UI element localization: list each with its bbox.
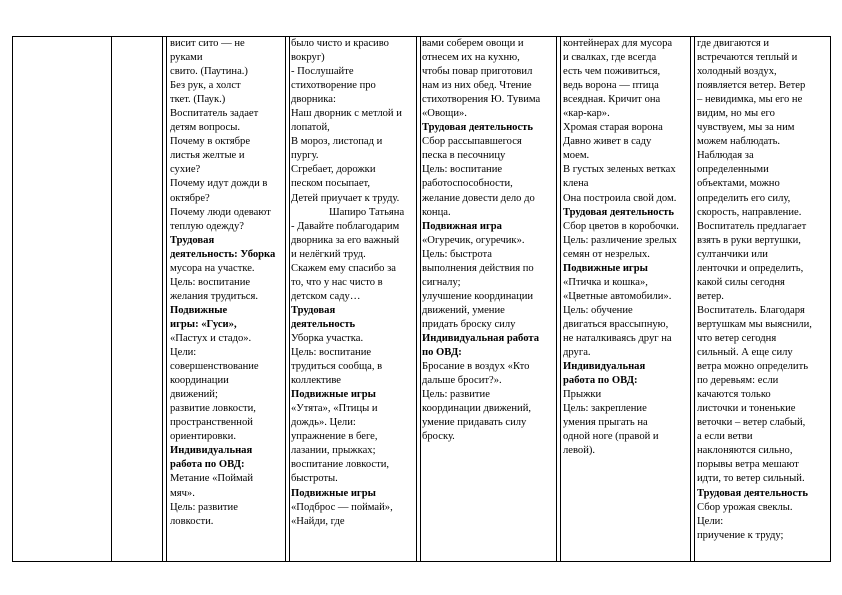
text-line: Цель: различение зрелых (563, 234, 677, 246)
text-line: Она построила свой дом. (563, 192, 677, 204)
text-line: веточки – ветер слабый, (697, 417, 806, 429)
text-line: Подвижные игры (563, 262, 648, 274)
text-line: Цели: (697, 515, 724, 527)
table-bottom-border (12, 561, 830, 562)
text-line: Индивидуальная (563, 361, 646, 373)
text-line: ветер. (697, 290, 724, 302)
text-line: ленточки и определить, (697, 262, 804, 274)
text-line: дождь». Цели: (291, 417, 356, 429)
text-line: холодный воздух, (697, 66, 777, 78)
text-line: воспитание ловкости, (291, 459, 390, 471)
text-line: друга. (563, 347, 591, 359)
text-line: Почему в октябре (170, 136, 251, 148)
text-line: лазании, прыжках; (291, 445, 376, 457)
text-line: лопатой, (291, 122, 330, 134)
text-line: умение придавать силу (422, 417, 527, 429)
text-line: Без рук, а холст (170, 80, 241, 92)
text-line: ловкости. (170, 515, 214, 527)
text-line: работа по ОВД: (170, 459, 245, 471)
text-line: листочки и тоненькие (697, 403, 796, 415)
text-line: работа по ОВД: (563, 375, 638, 387)
text-line: Индивидуальная (170, 445, 253, 457)
text-line: контейнерах для мусора (563, 38, 673, 49)
text-line: чувствуем, мы за ним (697, 122, 795, 134)
text-line: сухие? (170, 164, 201, 176)
text-line: качаются только (697, 389, 771, 401)
text-line: Наш дворник с метлой и (291, 108, 402, 120)
text-line: Уборка участка. (291, 332, 364, 344)
text-line: желание довести дело до (422, 192, 535, 204)
text-line: вами соберем овощи и (422, 38, 524, 49)
text-line: появляется ветер. Ветер (697, 80, 806, 92)
text-line: ориентировки. (170, 431, 236, 443)
text-line: совершенствование (170, 361, 259, 373)
text-line: упражнение в беге, (291, 431, 378, 443)
text-line: коллективе (291, 375, 341, 387)
text-line: листья желтые и (170, 150, 245, 162)
text-line: что ветер сегодня (697, 332, 777, 344)
text-line: семян от незрелых. (563, 248, 650, 260)
text-line: всеядная. Кричит она (563, 94, 661, 106)
column-divider (830, 36, 831, 562)
text-line: и нелёгкий труд. (291, 248, 366, 260)
text-line: стихотворения Ю. Тувима (422, 94, 541, 106)
text-line: детском саду… (291, 290, 361, 302)
table-cell-col-4 (291, 37, 415, 529)
text-line: Давно живет в саду (563, 136, 652, 148)
text-line: выполнения действия по (422, 262, 534, 274)
column-divider (162, 36, 167, 562)
table-cell-col-5 (422, 37, 555, 444)
text-line: приучение к труду; (697, 529, 784, 541)
text-line: то, что у нас чисто в (291, 276, 383, 288)
text-line: встречаются теплый и (697, 52, 798, 64)
text-line: висит сито — не (170, 38, 245, 49)
text-line: ведь ворона — птица (563, 80, 659, 92)
column-divider (690, 36, 695, 562)
text-line: Трудовая деятельность (422, 122, 533, 134)
text-line: Трудовая деятельность (563, 206, 674, 218)
text-line: Трудовая деятельность (697, 487, 808, 499)
text-line: «Найди, где (291, 515, 345, 527)
text-line: Цель: воспитание (170, 276, 251, 288)
text-line: можем наблюдать. (697, 136, 781, 148)
text-line: Подвижная игра (422, 220, 502, 232)
text-line: вокруг) (291, 52, 325, 64)
text-line: Сбор урожая свеклы. (697, 501, 793, 513)
text-line: Воспитатель. Благодаря (697, 304, 805, 316)
text-line: Воспитатель предлагает (697, 220, 807, 232)
text-line: - Давайте поблагодарим (291, 220, 400, 232)
text-line: Почему люди одевают (170, 206, 271, 218)
text-line: песком посыпает, (291, 178, 370, 190)
text-line: и свалках, где всегда (563, 52, 657, 64)
text-line: Сбор рассыпавшегося (422, 136, 522, 148)
text-line: «Подброс — поймай», (291, 501, 393, 513)
text-line: Наблюдая за (697, 150, 754, 162)
text-line: идти, то ветер сильный. (697, 473, 805, 485)
text-line: свито. (Паутина.) (170, 66, 248, 78)
text-line: дальше бросит?». (422, 375, 502, 387)
text-line: развитие ловкости, (170, 403, 256, 415)
column-divider (111, 36, 112, 562)
text-line: было чисто и красиво (291, 38, 389, 49)
text-line: отнесем их на кухню, (422, 52, 520, 64)
text-line: Цель: воспитание (291, 347, 372, 359)
text-line: В густых зеленых ветках (563, 164, 676, 176)
text-line: Цель: обучение (563, 304, 633, 316)
text-line: «кар-кар». (563, 108, 610, 120)
text-line: октябре? (170, 192, 210, 204)
text-line: песка в песочницу (422, 150, 506, 162)
text-line: Сбор цветов в коробочки. (563, 220, 679, 232)
text-line: Цель: развитие (170, 501, 238, 513)
text-line: движений; (170, 389, 218, 401)
text-line: двигаться врассыпную, (563, 318, 669, 330)
text-line: деятельность (291, 318, 356, 330)
table-cell-col-7 (697, 37, 830, 543)
text-line: Шапиро Татьяна (329, 206, 405, 218)
text-line: сигналу; (422, 276, 461, 288)
column-divider (285, 36, 290, 562)
text-line: одной ноге (правой и (563, 431, 659, 443)
text-line: ветра можно определить (697, 361, 809, 373)
column-divider (416, 36, 421, 562)
text-line: Скажем ему спасибо за (291, 262, 397, 274)
text-line: Индивидуальная работа (422, 332, 539, 344)
text-line: есть чем поживиться, (563, 66, 661, 78)
column-divider (12, 36, 13, 562)
text-line: трудиться сообща, в (291, 361, 383, 373)
text-line: Детей приучает к труду. (291, 192, 400, 204)
text-line: детям вопросы. (170, 122, 241, 134)
text-line: клена (563, 178, 589, 190)
text-line: теплую одежду? (170, 220, 244, 232)
text-line: «Овощи». (422, 108, 467, 120)
text-line: дворника: (291, 94, 336, 106)
text-line: Подвижные (170, 304, 228, 316)
text-line: «Пастух и стадо». (170, 332, 252, 344)
text-line: не наталкиваясь друг на (563, 332, 672, 344)
text-line: Хромая старая ворона (563, 122, 663, 134)
text-line: - Послушайте (291, 66, 354, 78)
text-line: наклоняются сильно, (697, 445, 793, 457)
text-line: скорость, направление. (697, 206, 802, 218)
text-line: координации движений, (422, 403, 532, 415)
text-line: султанчики или (697, 248, 768, 260)
text-line: «Птичка и кошка», (563, 276, 648, 288)
text-line: объектами, можно (697, 178, 780, 190)
text-line: порывы ветра мешают (697, 459, 799, 471)
text-line: Метание «Поймай (170, 473, 254, 485)
text-line: движений, умение (422, 304, 505, 316)
text-line: дворника за его важный (291, 234, 400, 246)
text-line: В мороз, листопад и (291, 136, 383, 148)
text-line: левой). (563, 445, 596, 457)
text-line: мусора на участке. (170, 262, 255, 274)
text-line: моем. (563, 150, 590, 162)
text-line: Прыжки (563, 389, 602, 401)
text-line: «Огуречик, огуречик». (422, 234, 525, 246)
text-line: чтобы повар приготовил (422, 66, 533, 78)
table-cell-col-6 (563, 37, 689, 458)
text-line: ткет. (Паук.) (170, 94, 226, 106)
text-line: Трудовая (170, 234, 215, 246)
text-line: Подвижные игры (291, 487, 376, 499)
text-line: Подвижные игры (291, 389, 376, 401)
text-line: умения прыгать на (563, 417, 648, 429)
text-line: Цель: быстрота (422, 248, 492, 260)
text-line: какой силы сегодня (697, 276, 785, 288)
text-line: пространственной (170, 417, 253, 429)
text-line: взять в руки вертушки, (697, 234, 801, 246)
text-line: деятельность: Уборка (170, 248, 276, 260)
text-line: мяч». (170, 487, 195, 499)
text-line: игры: «Гуси», (170, 318, 237, 330)
text-line: быстроты. (291, 473, 338, 485)
text-line: конца. (422, 206, 451, 218)
text-line: вертушкам мы выяснили, (697, 318, 812, 330)
text-line: по деревьям: если (697, 375, 779, 387)
text-line: Сгребает, дорожки (291, 164, 376, 176)
text-line: сильный. А еще силу (697, 347, 793, 359)
text-line: Воспитатель задает (170, 108, 259, 120)
text-line: пургу. (291, 150, 319, 162)
text-line: Почему идут дожди в (170, 178, 268, 190)
text-line: улучшение координации (422, 290, 534, 302)
text-line: Цели: (170, 347, 197, 359)
text-line: придать броску силу (422, 318, 516, 330)
text-line: Цель: воспитание (422, 164, 503, 176)
text-line: Трудовая (291, 304, 336, 316)
text-line: Цель: закрепление (563, 403, 647, 415)
text-line: определить его силу, (697, 192, 791, 204)
text-line: Бросание в воздух «Кто (422, 361, 530, 373)
text-line: по ОВД: (422, 347, 462, 359)
text-line: работоспособности, (422, 178, 513, 190)
text-line: где двигаются и (697, 38, 770, 49)
text-line: броску. (422, 431, 455, 443)
text-line: руками (170, 52, 203, 64)
text-line: – невидимка, мы его не (697, 94, 803, 106)
text-line: «Цветные автомобили». (563, 290, 672, 302)
text-line: желания трудиться. (170, 290, 259, 302)
text-line: видим, но мы его (697, 108, 775, 120)
text-line: координации (170, 375, 229, 387)
text-line: «Утята», «Птицы и (291, 403, 378, 415)
text-line: а если ветви (697, 431, 753, 443)
table-cell-col-3 (170, 37, 284, 529)
column-divider (556, 36, 561, 562)
text-line: Цель: развитие (422, 389, 490, 401)
text-line: стихотворение про (291, 80, 376, 92)
text-line: нам из них обед. Чтение (422, 80, 532, 92)
text-line: определенными (697, 164, 769, 176)
